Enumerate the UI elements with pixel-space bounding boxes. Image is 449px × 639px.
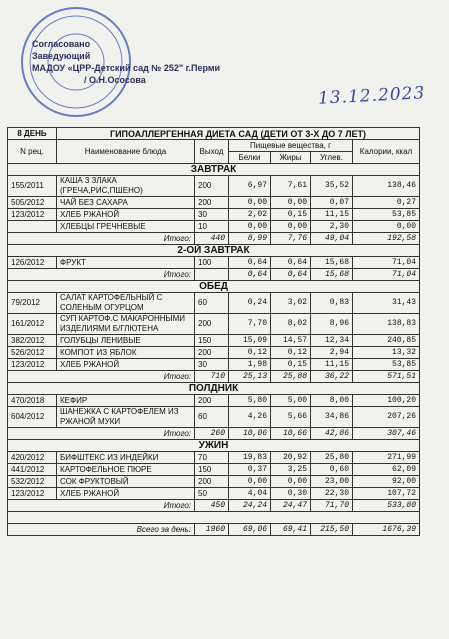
total-carb: 36,22 <box>311 371 353 383</box>
carb-value: 34,86 <box>311 407 353 428</box>
approval-signatory: / О.Н.Ососова <box>84 75 146 85</box>
kcal-value: 71,04 <box>353 257 420 269</box>
grand-total-carb: 215,50 <box>311 524 353 536</box>
recipe-number: 420/2012 <box>8 452 57 464</box>
kcal-value: 31,43 <box>353 293 420 314</box>
section-header <box>8 440 420 452</box>
protein-value: 15,09 <box>229 335 271 347</box>
protein-value: 0,00 <box>229 476 271 488</box>
table-row <box>8 476 420 488</box>
dish-name: ШАНЕЖКА С КАРТОФЕЛЕМ ИЗ РЖАНОЙ МУКИ <box>57 407 195 428</box>
protein-value: 0,24 <box>229 293 271 314</box>
menu-title: ГИПОАЛЛЕРГЕННАЯ ДИЕТА САД (ДЕТИ ОТ 3-Х ДО 7 ЛЕТ) <box>57 128 420 140</box>
fat-value: 0,00 <box>271 197 311 209</box>
kcal-value: 107,72 <box>353 488 420 500</box>
kcal-value: 138,83 <box>353 314 420 335</box>
total-fat: 7,76 <box>271 233 311 245</box>
table-row <box>8 314 420 335</box>
carb-value: 0,07 <box>311 197 353 209</box>
day-label: 8 ДЕНЬ <box>8 128 57 140</box>
recipe-number: 441/2012 <box>8 464 57 476</box>
carb-value: 25,80 <box>311 452 353 464</box>
protein-value: 2,02 <box>229 209 271 221</box>
yield-value: 200 <box>195 197 229 209</box>
carb-value: 2,30 <box>311 221 353 233</box>
header-row <box>8 140 420 152</box>
section-header <box>8 164 420 176</box>
dish-name: КЕФИР <box>57 395 195 407</box>
carb-value: 23,00 <box>311 476 353 488</box>
kcal-value: 62,09 <box>353 464 420 476</box>
section-header <box>8 281 420 293</box>
grand-total-yield: 1960 <box>195 524 229 536</box>
fat-value: 0,15 <box>271 209 311 221</box>
dish-name: ФРУКТ <box>57 257 195 269</box>
fat-value: 0,30 <box>271 488 311 500</box>
protein-value: 0,00 <box>229 197 271 209</box>
kcal-value: 13,32 <box>353 347 420 359</box>
recipe-number: 161/2012 <box>8 314 57 335</box>
dish-name: КАРТОФЕЛЬНОЕ ПЮРЕ <box>57 464 195 476</box>
total-yield: 450 <box>195 500 229 512</box>
section-total-row <box>8 269 420 281</box>
col-header-carb: Углев. <box>311 152 353 164</box>
protein-value: 7,70 <box>229 314 271 335</box>
table-row <box>8 452 420 464</box>
protein-value: 1,98 <box>229 359 271 371</box>
total-fat: 0,64 <box>271 269 311 281</box>
dish-name: ГОЛУБЦЫ ЛЕНИВЫЕ <box>57 335 195 347</box>
recipe-number: 532/2012 <box>8 476 57 488</box>
yield-value: 30 <box>195 359 229 371</box>
dish-name: ХЛЕБ РЖАНОЙ <box>57 359 195 371</box>
yield-value: 200 <box>195 176 229 197</box>
section-title: 2-ОЙ ЗАВТРАК <box>8 245 420 257</box>
section-title: ЗАВТРАК <box>8 164 420 176</box>
total-yield: 440 <box>195 233 229 245</box>
total-protein: 10,06 <box>229 428 271 440</box>
yield-value: 200 <box>195 314 229 335</box>
recipe-number: 470/2018 <box>8 395 57 407</box>
total-carb: 15,68 <box>311 269 353 281</box>
fat-value: 3,25 <box>271 464 311 476</box>
grand-total-label: Всего за день: <box>8 524 195 536</box>
dish-name: ХЛЕБЦЫ ГРЕЧНЕВЫЕ <box>57 221 195 233</box>
section-title: ОБЕД <box>8 281 420 293</box>
dish-name: САЛАТ КАРТОФЕЛЬНЫЙ С СОЛЕНЫМ ОГУРЦОМ <box>57 293 195 314</box>
kcal-value: 0,27 <box>353 197 420 209</box>
table-row <box>8 209 420 221</box>
dish-name: КОМПОТ ИЗ ЯБЛОК <box>57 347 195 359</box>
total-kcal: 192,58 <box>353 233 420 245</box>
protein-value: 0,12 <box>229 347 271 359</box>
section-title: ПОЛДНИК <box>8 383 420 395</box>
table-row <box>8 347 420 359</box>
carb-value: 11,15 <box>311 209 353 221</box>
table-row <box>8 395 420 407</box>
recipe-number: 382/2012 <box>8 335 57 347</box>
approval-organization: МАДОУ «ЦРР-Детский сад № 252" г.Перми <box>32 63 221 73</box>
yield-value: 150 <box>195 464 229 476</box>
yield-value: 50 <box>195 488 229 500</box>
total-yield: 260 <box>195 428 229 440</box>
fat-value: 5,00 <box>271 395 311 407</box>
grand-total-protein: 69,06 <box>229 524 271 536</box>
recipe-number <box>8 221 57 233</box>
total-carb: 71,70 <box>311 500 353 512</box>
section-total-row <box>8 371 420 383</box>
fat-value: 0,12 <box>271 347 311 359</box>
grand-total-kcal: 1676,39 <box>353 524 420 536</box>
yield-value: 200 <box>195 347 229 359</box>
dish-name: БИФШТЕКС ИЗ ИНДЕЙКИ <box>57 452 195 464</box>
yield-value: 60 <box>195 407 229 428</box>
section-header <box>8 245 420 257</box>
total-carb: 42,86 <box>311 428 353 440</box>
col-header-kcal: Калории, ккал <box>353 140 420 164</box>
total-kcal: 571,51 <box>353 371 420 383</box>
yield-value: 100 <box>195 257 229 269</box>
carb-value: 15,68 <box>311 257 353 269</box>
recipe-number: 123/2012 <box>8 209 57 221</box>
kcal-value: 53,85 <box>353 359 420 371</box>
approval-position: Заведующий <box>32 51 91 61</box>
kcal-value: 0,00 <box>353 221 420 233</box>
table-row <box>8 335 420 347</box>
recipe-number: 155/2011 <box>8 176 57 197</box>
total-kcal: 71,04 <box>353 269 420 281</box>
kcal-value: 271,99 <box>353 452 420 464</box>
dish-name: ЧАЙ БЕЗ САХАРА <box>57 197 195 209</box>
dish-name: ХЛЕБ РЖАНОЙ <box>57 488 195 500</box>
carb-value: 8,96 <box>311 314 353 335</box>
yield-value: 30 <box>195 209 229 221</box>
fat-value: 0,15 <box>271 359 311 371</box>
approval-block <box>32 38 220 86</box>
table-row <box>8 407 420 428</box>
kcal-value: 53,85 <box>353 209 420 221</box>
protein-value: 0,64 <box>229 257 271 269</box>
dish-name: ХЛЕБ РЖАНОЙ <box>57 209 195 221</box>
dish-name: СОК ФРУКТОВЫЙ <box>57 476 195 488</box>
dish-name: СУП КАРТОФ.С МАКАРОННЫМИ ИЗДЕЛИЯМИ Б/ГЛЮТЕНА <box>57 314 195 335</box>
kcal-value: 240,85 <box>353 335 420 347</box>
section-total-row <box>8 428 420 440</box>
recipe-number: 126/2012 <box>8 257 57 269</box>
section-title: УЖИН <box>8 440 420 452</box>
handwritten-date: 13.12.2023 <box>317 83 426 109</box>
total-protein: 0,64 <box>229 269 271 281</box>
kcal-value: 92,00 <box>353 476 420 488</box>
total-yield <box>195 269 229 281</box>
col-header-fat: Жиры <box>271 152 311 164</box>
recipe-number: 526/2012 <box>8 347 57 359</box>
carb-value: 0,60 <box>311 464 353 476</box>
table-row <box>8 176 420 197</box>
protein-value: 5,80 <box>229 395 271 407</box>
total-yield: 710 <box>195 371 229 383</box>
kcal-value: 207,26 <box>353 407 420 428</box>
col-header-yield: Выход <box>195 140 229 164</box>
carb-value: 35,52 <box>311 176 353 197</box>
yield-value: 10 <box>195 221 229 233</box>
col-header-name: Наименование блюда <box>57 140 195 164</box>
total-label: Итого: <box>8 371 195 383</box>
carb-value: 0,83 <box>311 293 353 314</box>
carb-value: 22,30 <box>311 488 353 500</box>
table-row <box>8 221 420 233</box>
recipe-number: 123/2012 <box>8 488 57 500</box>
dish-name: КАША 3 ЗЛАКА (ГРЕЧА,РИС,ПШЕНО) <box>57 176 195 197</box>
yield-value: 60 <box>195 293 229 314</box>
total-label: Итого: <box>8 500 195 512</box>
protein-value: 6,97 <box>229 176 271 197</box>
total-label: Итого: <box>8 428 195 440</box>
fat-value: 0,00 <box>271 476 311 488</box>
protein-value: 0,00 <box>229 221 271 233</box>
fat-value: 14,57 <box>271 335 311 347</box>
table-row <box>8 257 420 269</box>
table-row <box>8 464 420 476</box>
spacer-row <box>8 512 420 524</box>
section-total-row <box>8 233 420 245</box>
total-protein: 24,24 <box>229 500 271 512</box>
col-header-nutrients: Пищевые вещества, г <box>229 140 353 152</box>
fat-value: 3,02 <box>271 293 311 314</box>
total-kcal: 307,46 <box>353 428 420 440</box>
protein-value: 4,26 <box>229 407 271 428</box>
section-total-row <box>8 500 420 512</box>
kcal-value: 100,20 <box>353 395 420 407</box>
approval-title: Согласовано <box>32 39 91 49</box>
protein-value: 4,04 <box>229 488 271 500</box>
section-header <box>8 383 420 395</box>
table-row <box>8 488 420 500</box>
total-kcal: 533,80 <box>353 500 420 512</box>
carb-value: 12,34 <box>311 335 353 347</box>
total-protein: 25,13 <box>229 371 271 383</box>
yield-value: 70 <box>195 452 229 464</box>
protein-value: 0,37 <box>229 464 271 476</box>
total-carb: 49,04 <box>311 233 353 245</box>
col-header-rec: N рец. <box>8 140 57 164</box>
yield-value: 200 <box>195 395 229 407</box>
recipe-number: 604/2012 <box>8 407 57 428</box>
table-row <box>8 293 420 314</box>
recipe-number: 79/2012 <box>8 293 57 314</box>
carb-value: 8,00 <box>311 395 353 407</box>
total-label: Итого: <box>8 233 195 245</box>
carb-value: 11,15 <box>311 359 353 371</box>
fat-value: 8,02 <box>271 314 311 335</box>
fat-value: 20,92 <box>271 452 311 464</box>
table-row <box>8 197 420 209</box>
protein-value: 19,83 <box>229 452 271 464</box>
menu-table-body <box>8 128 420 536</box>
fat-value: 0,00 <box>271 221 311 233</box>
col-header-protein: Белки <box>229 152 271 164</box>
fat-value: 0,64 <box>271 257 311 269</box>
total-label: Итого: <box>8 269 195 281</box>
menu-table <box>7 127 420 536</box>
grand-total-row <box>8 524 420 536</box>
recipe-number: 505/2012 <box>8 197 57 209</box>
total-fat: 25,88 <box>271 371 311 383</box>
yield-value: 200 <box>195 476 229 488</box>
fat-value: 5,66 <box>271 407 311 428</box>
fat-value: 7,61 <box>271 176 311 197</box>
total-protein: 8,99 <box>229 233 271 245</box>
grand-total-fat: 69,41 <box>271 524 311 536</box>
total-fat: 24,47 <box>271 500 311 512</box>
table-row <box>8 359 420 371</box>
carb-value: 2,94 <box>311 347 353 359</box>
title-row <box>8 128 420 140</box>
total-fat: 10,66 <box>271 428 311 440</box>
yield-value: 150 <box>195 335 229 347</box>
recipe-number: 123/2012 <box>8 359 57 371</box>
spacer-cell <box>8 512 420 524</box>
kcal-value: 138,46 <box>353 176 420 197</box>
